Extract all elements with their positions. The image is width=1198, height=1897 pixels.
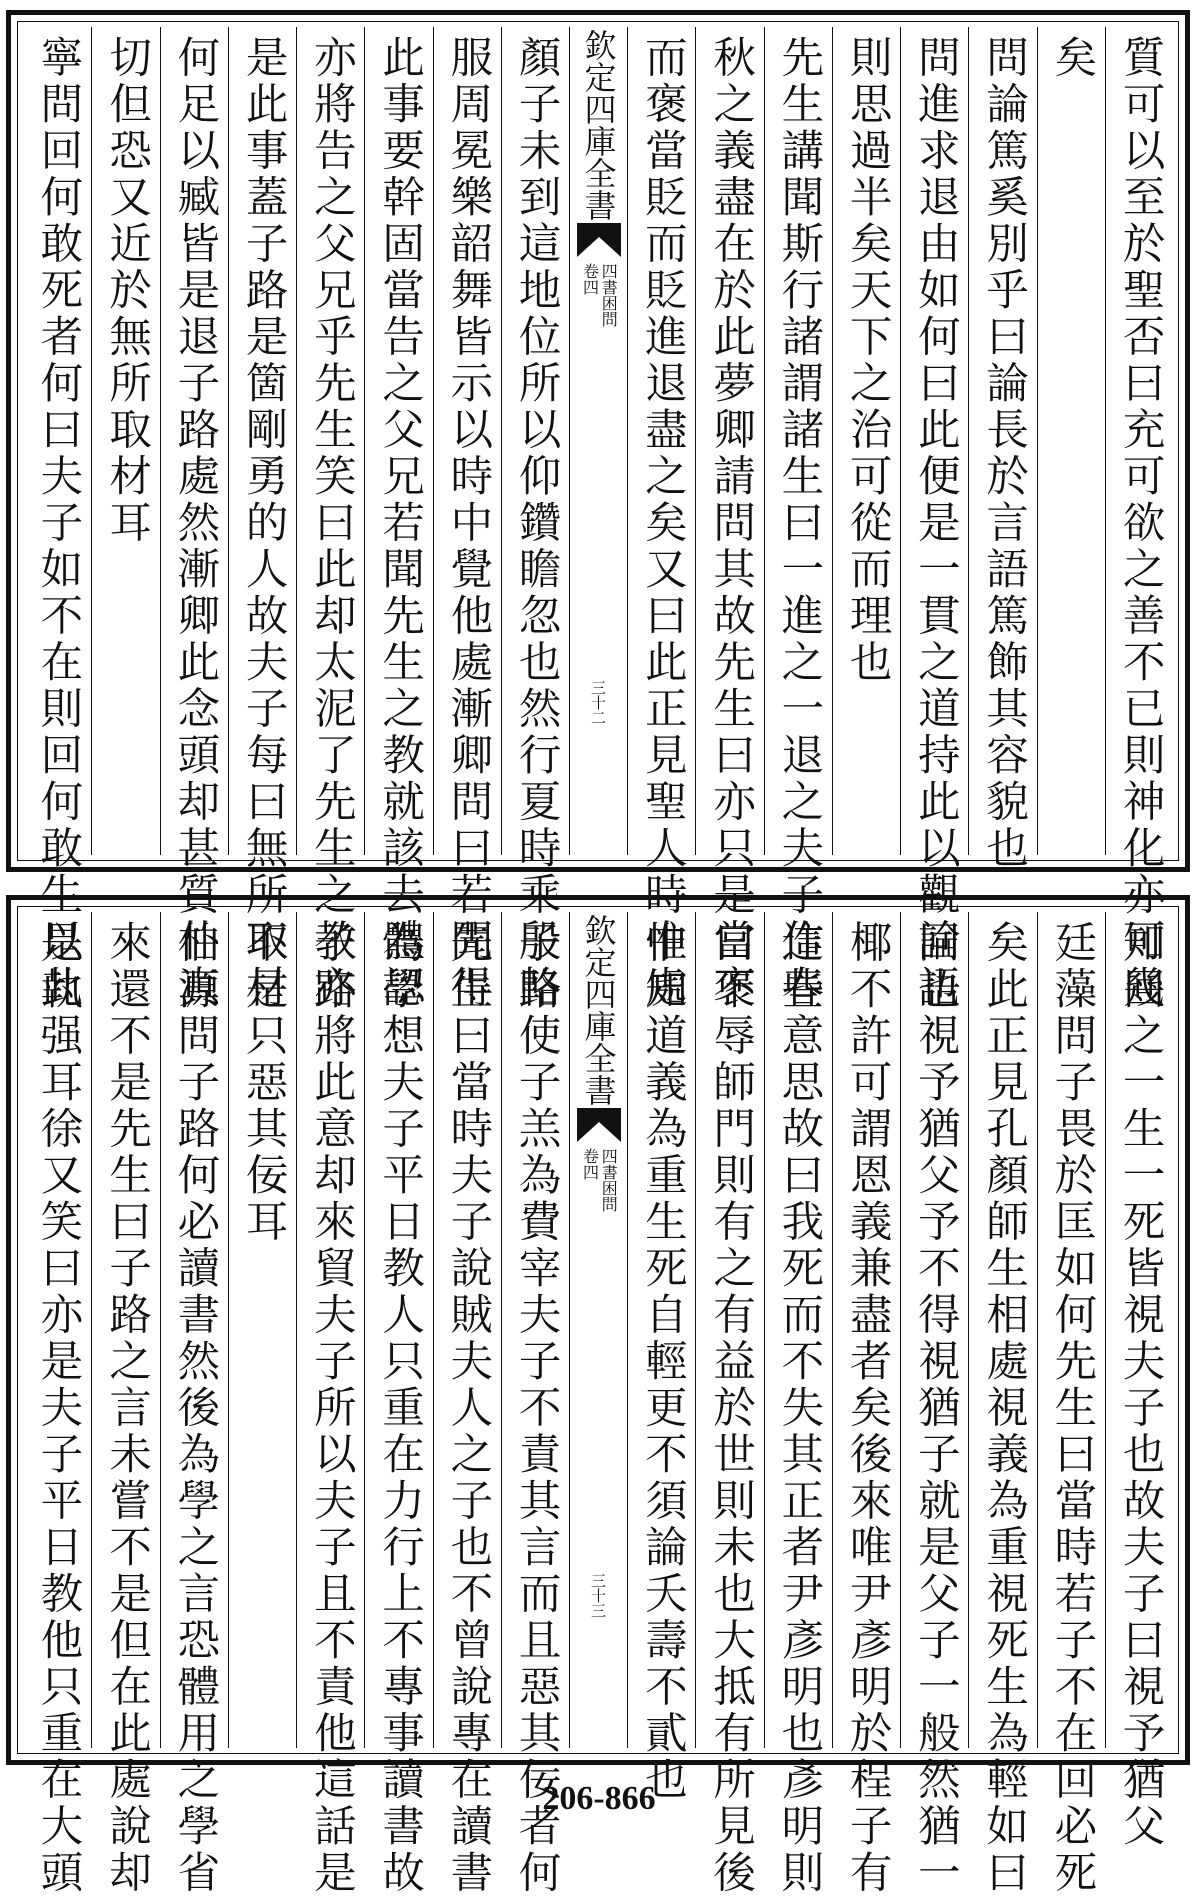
gutter-title: 欽定四庫全書	[579, 29, 618, 221]
gutter-subtitle: 四書困問 卷四	[580, 263, 619, 327]
text-column: 秋之義盡在於此夢卿請問其故先生曰亦只是當褒	[695, 27, 763, 855]
text-column: 質可以至於聖否曰充可欲之善不已則神化亦可幾	[1105, 27, 1173, 855]
text-column: 不是只惡其佞耳	[228, 912, 296, 1748]
text-column: 這些意思故曰我死而不失其正者尹彥明也彥明則	[764, 912, 832, 1748]
text-column: 問論篤奚別乎曰論長於言語篤飾其容貌也	[968, 27, 1036, 855]
gutter-title: 欽定四庫全書	[579, 914, 618, 1106]
text-column: 寧問回何敢死者何曰夫子如不在則回何敢生以此	[33, 35, 83, 1012]
text-column: 切但恐又近於無所取材耳	[91, 27, 159, 855]
text-column: 問進求退由如何曰此便是一貫之道持此以觀論語	[900, 27, 968, 855]
text-column: 矣此正見孔顏師生相處視義為重視死生為輕如曰	[968, 912, 1036, 1748]
gutter-page-number: 三十二	[589, 680, 607, 725]
fish-tail-mark-icon	[577, 223, 621, 257]
text-column: 何足以臧皆是退子路處然漸卿此念頭却甚質朴真	[160, 27, 228, 855]
gutter-subtitle: 四書困問 卷四	[580, 1148, 619, 1212]
fish-tail-mark-icon	[577, 1108, 621, 1142]
text-column: 廷藻問子畏於匡如何先生曰當時若子不在回必死	[1037, 912, 1105, 1748]
text-column: 子路使子羔為費宰夫子不責其言而且惡其佞者何	[501, 912, 569, 1748]
text-column: 是此事蓋子路是箇剛勇的人故夫子每曰無所取材	[228, 27, 296, 855]
text-column: 伯源問子路何必讀書然後為學之言恐體用之學省	[160, 912, 228, 1748]
text-column: 而褒當貶而貶進退盡之矣又曰此正見聖人時中處	[627, 27, 695, 855]
text-column: 矣	[1037, 27, 1105, 855]
text-column: 知回之一生一死皆視夫子也故夫子曰視予猶父	[1105, 912, 1173, 1748]
text-column: 先生講聞斯行諸謂諸生曰一進之一退之夫子作春	[764, 27, 832, 855]
text-column: 回也視予猶父予不得視猶子就是父子一般然猶一	[900, 912, 968, 1748]
text-column: 則思過半矣天下之治可從而理也	[832, 27, 900, 855]
top-page	[6, 10, 1190, 1012]
text-column: 惟知道義為重生死自輕更不須論夭壽不貳也	[627, 912, 695, 1748]
center-gutter	[569, 912, 627, 1748]
gutter-page-number: 三十三	[589, 1573, 607, 1618]
text-column: 子路將此意却來貿夫子所以夫子且不責他這話是	[296, 912, 364, 1748]
text-column: 先生曰當時夫子說賊夫人之子也不曾說專在讀書	[433, 912, 501, 1748]
center-gutter	[569, 27, 627, 855]
page-number: 206-866	[542, 1780, 656, 1817]
text-column: 來還不是先生曰子路之言未嘗不是但在此處說却	[91, 912, 159, 1748]
text-column: 顏子未到這地位所以仰鑽瞻忽也然行夏時乘殷輅	[501, 27, 569, 855]
text-column: 曰不辱師門則有之有益於世則未也大抵有所見後	[695, 912, 763, 1748]
text-column: 服周冕樂韶舞皆示以時中覺他處漸卿問曰若聞得	[433, 27, 501, 855]
text-column: 此事要幹固當告之父兄若聞先生之教就該去體認	[364, 27, 432, 855]
text-column: 椰不許可謂恩義兼盡者矣後來唯尹彥明於程子有	[832, 912, 900, 1748]
text-column: 為學想夫子平日教人只重在力行上不專事讀書故	[364, 912, 432, 1748]
text-column: 是執强耳徐又笑曰亦是夫子平日教他只重在大頭	[33, 920, 83, 1897]
text-column: 亦將告之父兄乎先生笑曰此却太泥了先生之教亦	[296, 27, 364, 855]
